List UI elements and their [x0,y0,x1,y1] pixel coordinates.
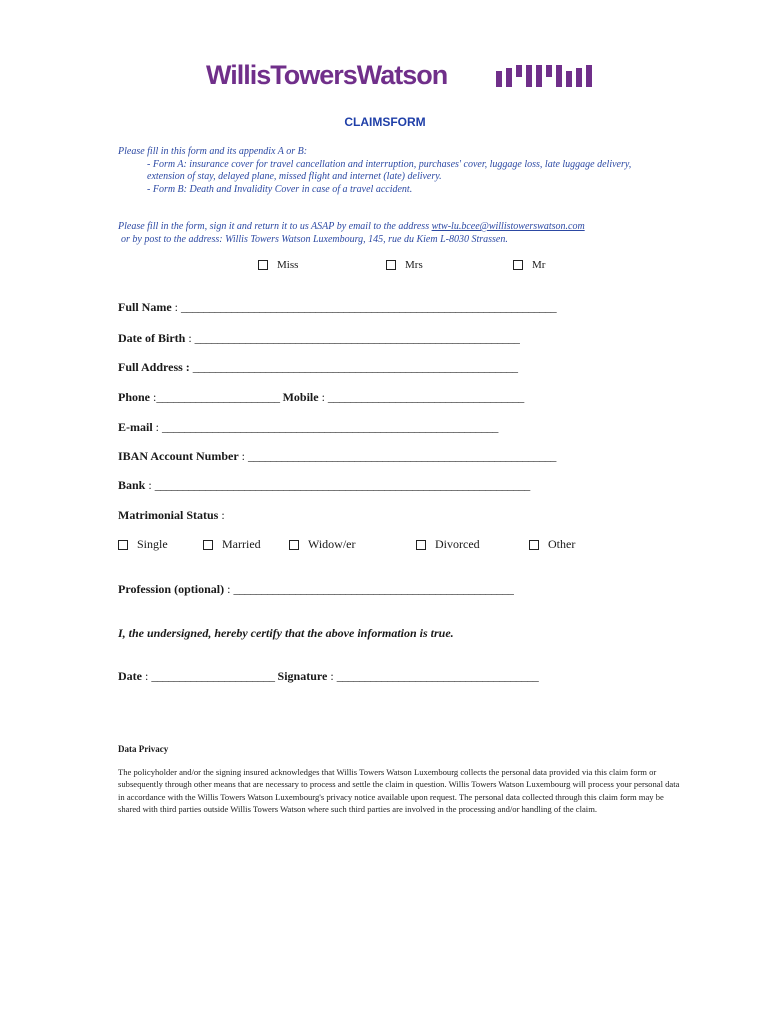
phone-mobile-field[interactable] [118,390,524,405]
date-label: Date [118,669,142,683]
mobile-line[interactable]: ___________________________________ [327,390,524,404]
bank-line[interactable]: ___________________________________________________________________ [154,478,530,492]
checkbox-icon[interactable] [529,540,539,550]
full-name-field[interactable] [118,300,556,315]
address-label: Full Address : [118,360,190,374]
privacy-heading: Data Privacy [118,744,169,754]
salutation-label: Miss [277,259,299,271]
bank-field[interactable] [118,478,530,493]
email-field[interactable] [118,420,498,435]
signature-line[interactable]: ____________________________________ [336,669,539,683]
profession-field[interactable] [118,582,513,597]
status-label: Divorced [435,537,480,551]
date-signature-field[interactable] [118,669,538,684]
mobile-label: Mobile [282,390,319,404]
separator: : [327,669,337,683]
separator: : [318,390,328,404]
status-married[interactable] [203,537,261,552]
certification-statement: I, the undersigned, hereby certify that the above information is true. [118,626,454,640]
full-name-line[interactable]: ___________________________________________________________________ [181,300,557,314]
form-b-description: - Form B: Death and Invalidity Cover in case of a travel accident. [147,183,413,195]
checkbox-icon[interactable] [118,540,128,550]
instruction-post: or by post to the address: Willis Towers Watson Luxembourg, 145, rue du Kiem L-8030 Strassen. [121,233,508,245]
profession-label: Profession (optional) [118,582,225,596]
phone-label: Phone [118,390,151,404]
status-label: Single [137,537,168,551]
signature-label: Signature [277,669,328,683]
status-widow[interactable] [289,537,356,552]
return-instructions [118,221,658,246]
separator: : [150,390,157,404]
salutation-miss[interactable] [258,259,298,271]
address-line[interactable]: __________________________________________________________ [192,360,518,374]
status-label: Other [548,537,576,551]
form-title: CLAIMSFORM [344,115,426,129]
salutation-label: Mr [532,259,546,271]
status-label: Widow/er [308,537,356,551]
status-single[interactable] [118,537,168,552]
checkbox-icon[interactable] [203,540,213,550]
intro-text [118,146,638,196]
dob-label: Date of Birth [118,331,186,345]
full-name-label: Full Name [118,300,172,314]
salutation-label: Mrs [405,259,423,271]
intro-line: Please fill in this form and its appendix A or B: [118,146,308,157]
checkbox-icon[interactable] [258,260,268,270]
profession-line[interactable]: __________________________________________________ [233,582,514,596]
form-a-description: - Form A: insurance cover for travel cancellation and interruption, purchases' cover, luggage loss, late luggage delivery, extension of stay, delayed plane, missed flight and internet (late) delivery. [147,158,632,182]
iban-line[interactable]: _______________________________________________________ [248,449,557,463]
separator: : [218,508,225,522]
instruction-line [118,221,658,234]
checkbox-icon[interactable] [386,260,396,270]
instruction-prefix: Please fill in the form, sign it and return it to us ASAP by email to the address [118,221,432,232]
separator: : [145,478,155,492]
separator: : [152,420,163,434]
checkbox-icon[interactable] [416,540,426,550]
dob-line[interactable]: __________________________________________________________ [194,331,520,345]
status-other[interactable] [529,537,575,552]
separator: : [185,331,195,345]
separator: : [171,300,182,314]
dob-field[interactable] [118,331,519,346]
status-label: Married [222,537,261,551]
email-link[interactable]: wtw-lu.bcee@willistowerswatson.com [431,221,585,232]
matrimonial-label: Matrimonial Status [118,508,219,522]
logo-mark-icon [496,65,592,87]
bank-label: Bank [118,478,146,492]
salutation-mr[interactable] [513,259,545,271]
checkbox-icon[interactable] [289,540,299,550]
separator: : [142,669,152,683]
salutation-mrs[interactable] [386,259,423,271]
iban-label: IBAN Account Number [118,449,239,463]
email-label: E-mail [118,420,153,434]
checkbox-icon[interactable] [513,260,523,270]
address-field[interactable] [118,360,518,375]
company-logo [206,58,447,92]
logo-wordmark: WillisTowersWatson [206,59,448,90]
matrimonial-status-heading [118,508,225,523]
status-divorced[interactable] [416,537,480,552]
date-line[interactable]: ______________________ [151,669,275,683]
iban-field[interactable] [118,449,556,464]
email-line[interactable]: ____________________________________________________________ [162,420,499,434]
separator: : [224,582,234,596]
phone-line[interactable]: ______________________ [156,390,280,404]
privacy-text: The policyholder and/or the signing insured acknowledges that Willis Towers Watson Luxembourg collects the personal data provided via this claim form or subsequently through other means that are necessary to process and settle the claim in question. Willis Towers Watson Luxembourg will process your personal data in accordance with the Willis Towers Watson Luxembourg's privacy notice available upon request. The personal data collected through this claim form may be shared with third parties outside Willis Towers Watson where such third parties are involved in the processing and/or handling of the claim. [118,767,680,814]
separator: : [238,449,249,463]
